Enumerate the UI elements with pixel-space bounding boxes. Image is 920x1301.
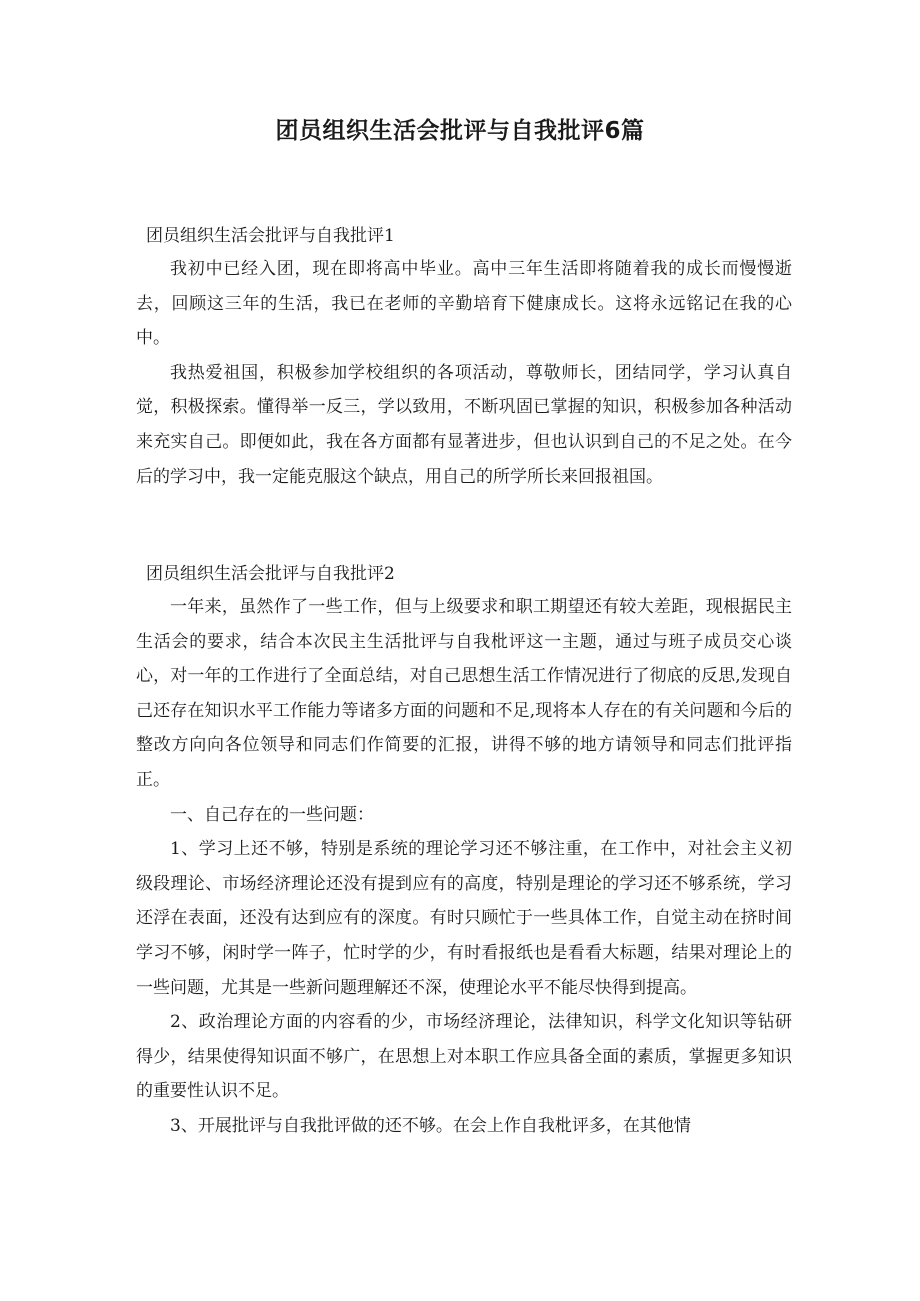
- section-heading: 团员组织生活会批评与自我批评1: [146, 226, 395, 246]
- paragraph: 一年来，虽然作了一些工作，但与上级要求和职工期望还有较大差距，现根据民主生活会的要求，结合本次民主生活批评与自我枇评这一主题，通过与班子成员交心谈心，对一年的工作进行了全面总结，对自己思想生活工作情况进行了彻底的反思,发现自己还存在知识水平工作能力等诸多方面的问题和不足,现将本人存在的有关问题和今后的整改方向向各位领导和同志们作简要的汇报，讲得不够的地方请领导和同志们批评指正。: [136, 597, 792, 790]
- section-2: [136, 560, 792, 1144]
- section-heading: 团员组织生活会批评与自我批评2: [146, 564, 395, 584]
- document-title: 团员组织生活会批评与自我批评6篇: [275, 118, 645, 144]
- paragraph: 我热爱祖国，积极参加学校组织的各项活动，尊敬师长，团结同学，学习认真自觉，积极探索。懂得举一反三，学以致用，不断巩固已掌握的知识，积极参加各种活动来充实自己。即便如此，我在各方面都有显著进步，但也认识到自己的不足之处。在今后的学习中，我一定能克服这个缺点，用自己的所学所长来回报祖国。: [136, 362, 792, 487]
- section-1: [136, 222, 792, 494]
- list-item: 1、学习上还不够，特别是系统的理论学习还不够注重，在工作中，对社会主义初级段理论、市场经济理论还没有提到应有的高度，特别是理论的学习还不够系统，学习还浮在表面，还没有达到应有的深度。有时只顾忙于一些具体工作，自觉主动在挤时间学习不够，闲时学一阵子，忙时学的少，有时看报纸也是看看大标题，结果对理论上的一些问题，尤其是一些新问题理解还不深，使理论水平不能尽快得到提高。: [136, 839, 792, 998]
- list-heading: 一、自己存在的一些问题：: [170, 804, 374, 825]
- paragraph: 我初中已经入团，现在即将高中毕业。高中三年生活即将随着我的成长而慢慢逝去，回顾这三年的生活，我已在老师的辛勤培育下健康成长。这将永远铭记在我的心中。: [136, 259, 792, 349]
- list-item: 3、开展批评与自我批评做的还不够。在会上作自我枇评多，在其他情: [170, 1115, 691, 1136]
- list-item: 2、政治理论方面的内容看的少，市场经济理论，法律知识，科学文化知识等钻研得少，结果使得知识面不够广，在思想上对本职工作应具备全面的素质，掌握更多知识的重要性认识不足。: [136, 1012, 792, 1102]
